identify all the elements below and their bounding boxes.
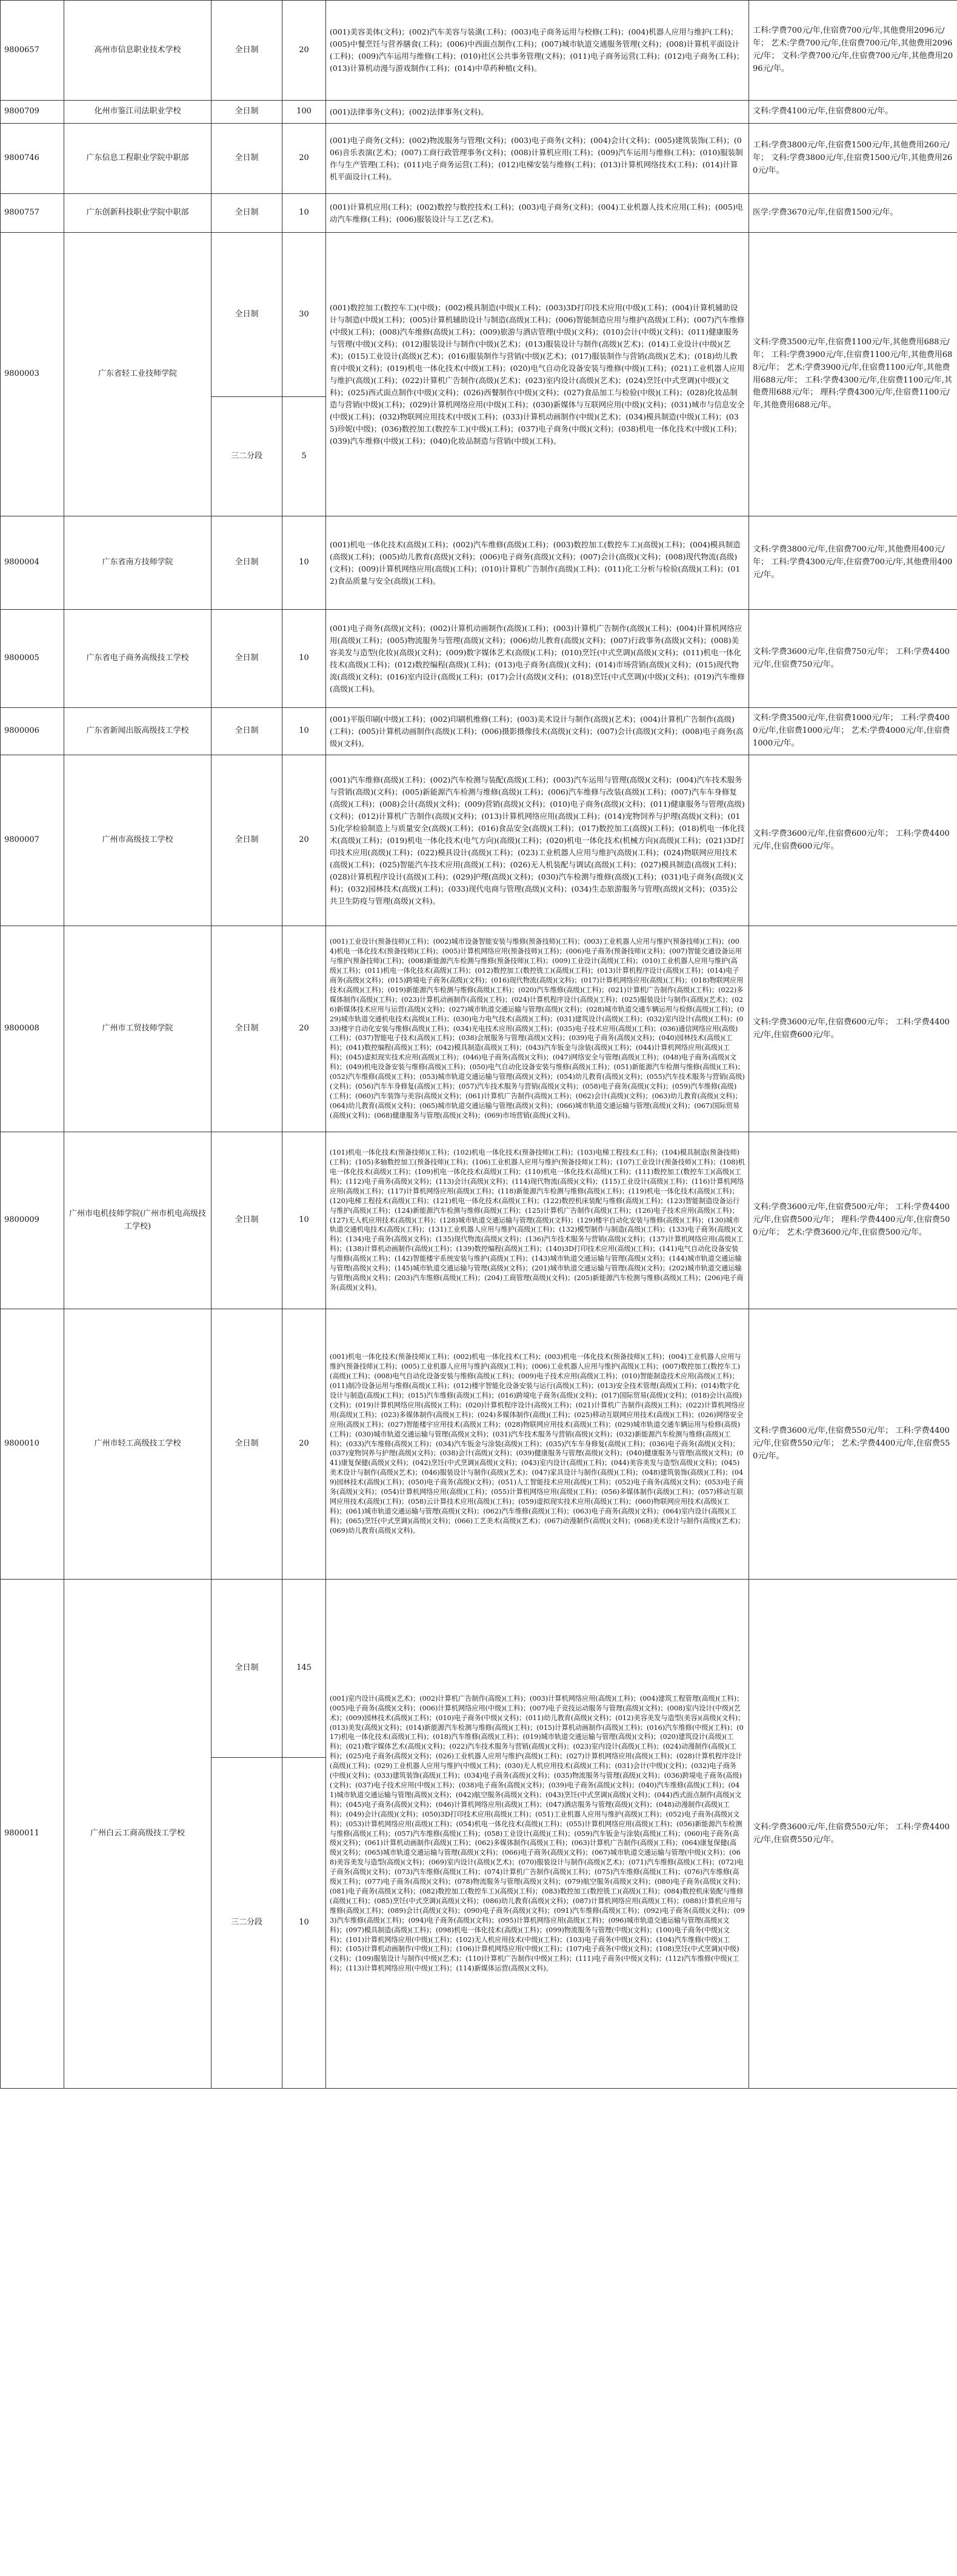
school-name: 广州市轻工高级技工学校 [64,1309,212,1580]
enroll-quota: 20 [282,926,326,1132]
table-row [1,194,957,233]
school-name: 高州市信息职业技术学校 [64,1,212,101]
study-mode: 全日制 [212,1,282,101]
study-mode: 全日制 [212,194,282,233]
school-code: 9800004 [1,516,64,610]
study-mode: 全日制 [212,708,282,755]
school-code: 9800005 [1,610,64,708]
study-mode: 全日制 [212,233,282,397]
fees-info: 工科:学费700元/年,住宿费700元/年,其他费用2096元/年； 艺术:学费700元/年,住宿费700元/年,其他费用2096元/年； 文科:学费700元/年,住宿费700元/年,其他费用2096元/年。 [749,1,957,101]
fees-info: 文科:学费3500元/年,住宿费1100元/年,其他费用688元/年； 工科:学费3900元/年,住宿费1100元/年,其他费用688元/年； 艺术:学费3900元/年,住宿费1100元/年,其他费用688元/年； 工科:学费4300元/年,住宿费1100元/年,其他费用688元/年； 理科:学费4300元/年,住宿费1100元/年,其他费用688元/年。 [749,233,957,516]
school-name: 广州市工贸技师学院 [64,926,212,1132]
fees-info: 文科:学费3600元/年,住宿费550元/年； 工科:学费4400元/年,住宿费550元/年。 [749,1580,957,2089]
school-name: 广东省新闻出版高级技工学校 [64,708,212,755]
majors-list: (001)电子商务(高级)(文科)；(002)计算机动画制作(高级)(工科)；(003)计算机广告制作(高级)(工科)；(004)计算机网络应用(高级)(工科)；(005)物流服务与管理(高级)(文科)；(006)幼儿教育(高级)(文科)；(007)行政事务(高级)(文科)；(008)美容美发与造型(化妆)(高级)(文科)；(009)数字媒体艺术(高级)(工科)；(010)烹饪(中式烹调)(高级)(文科)；(011)机电一体化技术(高级)(工科)；(012)数控编程(高级)(工科)；(013)电子商务(高级)(文科)；(014)市场营销(高级)(文科)；(015)现代物流(高级)(文科)；(016)室内设计(高级)(工科)；(017)会计(高级)(文科)；(018)烹饪(中式烹调)(中级)(文科)；(019)汽车维修(高级)(工科)。 [326,610,749,708]
table-row [1,755,957,926]
majors-list: (001)计算机应用(工科)；(002)数控与数控技术(工科)；(003)电子商务(文科)；(004)工业机器人技术应用(工科)；(005)电动汽车维修(工科)；(006)服装设计与工艺(艺术)。 [326,194,749,233]
school-code: 9800657 [1,1,64,101]
fees-info: 文科:学费3600元/年,住宿费600元/年； 工科:学费4400元/年,住宿费600元/年。 [749,755,957,926]
majors-list: (101)机电一体化技术(预备技师)(工科)；(102)机电一体化技术(预备技师)(工科)；(103)电梯工程技术(工科)；(104)模具制造(预备技师)(工科)；(105)多轴数控加工(预备技师)(工科)；(106)工业机器人应用与维护(预备技师)(工科)；(107)工业设计(预备技师)(工科)；(108)机电一体化技术(高级)(工科)；(109)机电一体化技术(高级)(工科)；(110)机电一体化技术(高级)(工科)；(111)数控加工(数控车工)(高级)(工科)；(112)电子商务(高级)(文科)；(113)会计(高级)(文科)；(114)现代物流(高级)(文科)；(115)工业设计(高级)(工科)；(116)计算机网络应用(高级)(工科)；(117)计算机网络应用(高级)(工科)；(118)新能源汽车检测与维修(高级)(工科)；(119)机电一体化技术(高级)(工科)；(120)电梯工程技术(高级)(工科)；(121)机电一体化技术(高级)(工科)；(122)数控机床装配与维修(高级)(工科)；(123)智能制造设备运行与维护(高级)(工科)；(124)新能源汽车检测与维修(高级)(工科)；(125)计算机广告制作(高级)(工科)；(126)电子技术应用(高级)(工科)；(127)无人机应用技术(高级)(工科)；(128)城市轨道交通运输与管理(高级)(文科)；(129)楼宇自动化安装与维修(高级)(工科)；(130)城市轨道交通机电技术(高级)(工科)；(131)工业机器人应用与维护(高级)(工科)；(132)模型制作与制造(高级)(工科)；(133)电子商务(高级)(文科)；(134)电子商务(高级)(文科)；(135)现代物流(高级)(文科)；(136)汽车技术服务与营销(高级)(文科)；(137)计算机网络应用(高级)(工科)；(138)计算机动画制作(高级)(工科)；(139)数控编程(高级)(工科)；(140)3D打印技术应用(高级)(工科)；(141)电气自动化设备安装与维修(高级)(工科)；(142)智能楼宇系统安装与维护(高级)(工科)；(143)城市轨道交通运输与管理(高级)(文科)；(144)城市轨道交通运输与管理(高级)(文科)；(145)城市轨道交通运输与管理(高级)(文科)；(201)城市轨道交通运输与管理(高级)(文科)；(202)城市轨道交通运输与管理(高级)(文科)；(203)汽车维修(高级)(工科)；(204)工商管理(高级)(文科)；(205)新能源汽车检测与维修(高级)(工科)；(206)电子商务(高级)(文科)。 [326,1132,749,1309]
study-mode: 全日制 [212,755,282,926]
school-code: 9800008 [1,926,64,1132]
study-mode: 三二分段 [212,397,282,516]
table-row [1,516,957,610]
school-code: 9800003 [1,233,64,516]
study-mode: 全日制 [212,1309,282,1580]
table-row [1,1309,957,1580]
school-code: 9800709 [1,101,64,124]
enroll-quota: 145 [282,1580,326,1758]
fees-info: 文科:学费3600元/年,住宿费550元/年； 工科:学费4400元/年,住宿费550元/年； 艺术:学费4400元/年,住宿费550元/年。 [749,1309,957,1580]
enroll-quota: 20 [282,1309,326,1580]
school-name: 化州市鉴江司法职业学校 [64,101,212,124]
study-mode: 全日制 [212,1580,282,1758]
school-name: 广州市高级技工学校 [64,755,212,926]
school-name: 广东创新科技职业学院中职部 [64,194,212,233]
school-name: 广州市电机技师学院(广州市机电高级技工学校) [64,1132,212,1309]
enroll-quota: 5 [282,397,326,516]
school-code: 9800007 [1,755,64,926]
school-code: 9800746 [1,124,64,194]
enroll-quota: 20 [282,755,326,926]
fees-info: 工科:学费3800元/年,住宿费1500元/年,其他费用260元/年； 文科:学费3800元/年,住宿费1500元/年,其他费用260元/年。 [749,124,957,194]
majors-list: (001)机电一体化技术(高级)(工科)；(002)汽车维修(高级)(工科)；(003)数控加工(数控车工)(高级)(工科)；(004)模具制造(高级)(工科)；(005)幼儿教育(高级)(文科)；(006)电子商务(高级)(文科)；(007)会计(高级)(文科)；(008)现代物流(高级)(文科)；(009)计算机网络应用(高级)(工科)；(010)计算机广告制作(高级)(工科)；(011)化工分析与检验(高级)(工科)；(012)食品质量与安全(高级)(工科)。 [326,516,749,610]
fees-info: 文科:学费3500元/年,住宿费1000元/年； 工科:学费4000元/年,住宿费1000元/年； 艺术:学费4000元/年,住宿费1000元/年。 [749,708,957,755]
school-name: 广东省轻工业技师学院 [64,233,212,516]
study-mode: 全日制 [212,516,282,610]
majors-list: (001)机电一体化技术(预备技师)(工科)；(002)机电一体化技术(工科)；(003)机电一体化技术(预备技师)(工科)；(004)工业机器人应用与维护(预备技师)(工科)；(005)工业机器人应用与维护(高级)(工科)；(006)工业机器人应用与维护(高级)(工科)；(007)数控加工(数控车工)(高级)(工科)；(008)电气自动化设备安装与维修(高级)(工科)；(009)电子技术应用(高级)(工科)；(010)智能制造技术应用(高级)(工科)；(011)制冷设备运用与维修(高级)(工科)；(012)楼宇智能化设备安装与运行(高级)(工科)；(013)安全技术管理(高级)(工科)；(014)数字化设计与制造(高级)(工科)；(015)汽车维修(高级)(工科)；(016)跨境电子商务(高级)(文科)；(017)国际贸易(高级)(文科)；(018)会计(高级)(文科)；(019)计算机网络应用(高级)(工科)；(020)计算机程序设计(高级)(工科)；(021)计算机广告制作(高级)(工科)；(022)计算机网络应用(高级)(工科)；(023)多媒体制作(高级)(工科)；(024)多媒体制作(高级)(工科)；(025)移动互联网应用技术(高级)(工科)；(026)网络安全应用(高级)(工科)；(027)智能楼宇应用技术(高级)(工科)；(028)物联网应用技术(高级)(工科)；(029)城市轨道交通车辆运用与检修(高级)(工科)；(030)城市轨道交通运输与管理(高级)(文科)；(031)汽车技术服务与营销(高级)(文科)；(032)新能源汽车检测与维修(高级)(工科)；(033)汽车维修(高级)(工科)；(034)汽车钣金与涂装(高级)(工科)；(035)汽车车身修复(高级)(工科)；(036)电子商务(高级)(文科)；(037)宠物饲养与护理(高级)(文科)；(038)会计(高级)(文科)；(039)健康服务与管理(高级)(文科)；(040)健康服务与管理(高级)(文科)；(041)康复保健(高级)(文科)；(042)烹饪(中式烹调)(高级)(文科)；(043)室内设计(高级)(工科)；(044)美容美发与造型(高级)(文科)；(045)美术设计与制作(高级)(艺术)；(046)服装设计与制作(高级)(艺术)；(047)家具设计与制作(高级)(工科)；(048)建筑装饰(高级)(工科)；(049)园林技术(高级)(工科)；(050)电子商务(高级)(文科)；(051)人工智能技术应用(高级)(工科)；(052)电子商务(高级)(文科)；(053)电子商务(高级)(文科)；(054)计算机网络应用(高级)(工科)；(055)计算机网络应用(高级)(工科)；(056)多媒体制作(高级)(工科)；(057)移动互联网应用技术(高级)(工科)；(058)云计算技术应用(高级)(工科)；(059)虚拟现实技术应用(高级)(工科)；(060)物联网应用技术(高级)(工科)；(061)城市轨道交通运输与管理(高级)(文科)；(062)汽车维修(高级)(工科)；(063)电子商务(高级)(文科)；(064)室内设计(高级)(工科)；(065)烹饪(中式烹调)(高级)(文科)；(066)工艺美术(高级)(艺术)；(067)动漫制作(高级)(文科)；(068)美术设计与制作(高级)(艺术)；(069)幼儿教育(高级)(文科)。 [326,1309,749,1580]
school-name: 广东信息工程职业学院中职部 [64,124,212,194]
fees-info: 医学:学费3670元/年,住宿费1500元/年。 [749,194,957,233]
table-row [1,1,957,101]
enroll-quota: 30 [282,233,326,397]
school-code: 9800009 [1,1132,64,1309]
table-row [1,124,957,194]
study-mode: 全日制 [212,1132,282,1309]
fees-info: 文科:学费3600元/年,住宿费750元/年； 工科:学费4400元/年,住宿费750元/年。 [749,610,957,708]
enroll-quota: 10 [282,1132,326,1309]
school-code: 9800010 [1,1309,64,1580]
table-row [1,708,957,755]
enroll-quota: 20 [282,124,326,194]
table-row [1,926,957,1132]
majors-list: (001)数控加工(数控车工)(中级)；(002)模具制造(中级)(工科)；(003)3D打印技术应用(中级)(工科)；(004)计算机辅助设计与制造(中级)(工科)；(005)计算机辅助设计与制造(高级)(工科)；(006)智能制造应用与维护(高级)(工科)；(007)汽车维修(中级)(工科)；(008)汽车维修(高级)(工科)；(009)旅游与酒店管理(中级)(文科)；(010)会计(中级)(文科)；(011)健康服务与管理(中级)(文科)；(012)服装设计与制作(中级)(艺术)；(013)服装设计与制作(高级)(艺术)；(014)工业设计(中级)(艺术)；(015)工业设计(高级)(艺术)；(016)服装制作与营销(中级)(艺术)；(017)服装制作与营销(高级)(艺术)；(018)幼儿教育(中级)(文科)；(019)机电一体化技术(中级)(工科)；(020)电气自动化设备安装与维修(中级)(工科)；(021)工业机器人应用与维护(高级)(工科)；(022)计算机广告制作(高级)(艺术)；(023)室内设计(高级)(艺术)；(024)烹饪(中式烹调)(中级)(文科)；(025)西式面点制作(中级)(文科)；(026)西餐制作(中级)(文科)；(027)食品加工与检验(中级)(工科)；(028)化妆品制造与营销(中级)(工科)；(029)计算机网络应用(中级)(工科)；(030)新媒体与互联网应用(中级)(文科)；(031)城市与信息安全(中级)(工科)；(032)物联网应用技术(中级)(工科)；(033)计算机动画制作(中级)(艺术)；(034)模具制造(中级)(工科)；(035)珍妮(中级)；(036)数控加工(数控车工)(中级)(工科)；(037)电子商务(中级)(文科)；(038)机电一体化技术(中级)(工科)；(039)汽车维修(中级)(工科)；(040)化妆品制造与营销(中级)(工科)。 [326,233,749,516]
majors-list: (001)室内设计(高级)(艺术)；(002)计算机广告制作(高级)(工科)；(003)计算机网络应用(高级)(工科)；(004)建筑工程管理(高级)(工科)；(005)电子商务(高级)(文科)；(006)计算机网络应用(中级)(工科)；(007)电子竞技运动服务与管理(高级)(文科)；(008)室内设计(中级)(艺术)；(009)园林技术(高级)(工科)；(010)电子商务(中级)(文科)；(011)幼儿教育(高级)(文科)；(012)美容美发与造型(美容)(高级)(文科)；(013)美发(高级)(文科)；(014)新能源汽车检测与维修(高级)(工科)；(015)计算机动画制作(高级)(工科)；(016)汽车维修(中级)(工科)；(017)机电一体化技术(高级)(工科)；(018)汽车维修(高级)(工科)；(019)城市轨道交通运输与管理(高级)(文科)；(020)建筑设计(高级)(工科)；(021)数字媒体艺术(高级)(文科)；(022)汽车技术服务与营销(高级)(文科)；(023)室内设计(高级)(工科)；(024)动漫制作(高级)(工科)；(025)电子商务(高级)(文科)；(026)工业机器人应用与维护(高级)(工科)；(027)计算机网络应用(高级)(工科)；(028)计算机程序设计(高级)(工科)；(029)工业机器人应用与维护(中级)(工科)；(030)无人机应用技术(高级)(工科)；(031)会计(中级)(文科)；(032)电子商务(中级)(文科)；(033)建筑装饰(高级)(工科)；(034)电子商务(高级)(文科)；(035)物流服务与管理(高级)(文科)；(036)跨境电子商务(高级)(文科)；(037)电子技术应用(中级)(工科)；(038)电子商务(高级)(文科)；(039)电子商务(高级)(文科)；(040)汽车维修(高级)(工科)；(041)城市轨道交通运输与管理(高级)(文科)；(042)航空服务(高级)(文科)；(043)烹饪(中式烹调)(高级)(文科)；(044)西式面点制作(高级)(文科)；(045)电子商务(高级)(文科)；(046)计算机网络应用(高级)(工科)；(047)酒店服务与管理(高级)(文科)；(048)动漫制作(高级)(工科)；(049)会计(高级)(文科)；(050)3D打印技术应用(高级)(工科)；(051)工业机器人应用与维护(高级)(工科)；(052)电子商务(高级)(文科)；(053)计算机网络应用(高级)(工科)；(054)机电一体化技术(高级)(工科)；(055)计算机网络应用(高级)(工科)；(056)新能源汽车检测与维修(高级)(工科)；(057)汽车维修(高级)(工科)；(058)工业设计(高级)(工科)；(059)汽车钣金与涂装(高级)(工科)；(060)电子商务(高级)(文科)；(061)计算机动画制作(高级)(工科)；(062)多媒体制作(高级)(工科)；(063)计算机广告制作(高级)(工科)；(064)康复保健(高级)(文科)；(065)城市轨道交通运输与管理(高级)(文科)；(066)电子商务(高级)(文科)；(067)城市轨道交通运输与管理(中级)(文科)；(068)美容美发与造型(高级)(文科)；(069)室内设计(高级)(艺术)；(070)服装设计与制作(高级)(艺术)；(071)汽车维修(高级)(工科)；(072)电子商务(高级)(文科)；(073)汽车维修(高级)(工科)；(074)计算机广告制作(高级)(工科)；(075)汽车维修(高级)(工科)；(076)汽车维修(高级)(工科)；(077)电子商务(高级)(文科)；(078)物流服务与管理(高级)(文科)；(079)航空服务(高级)(文科)；(080)电子商务(高级)(文科)；(081)电子商务(高级)(文科)；(082)数控加工(数控车工)(高级)(工科)；(083)数控加工(数控铣工)(高级)(工科)；(084)数控机床装配与维修(高级)(工科)；(085)烹饪(中式烹调)(高级)(文科)；(086)幼儿教育(高级)(文科)；(087)计算机网络应用(高级)(工科)；(088)计算机应用与维修(高级)(工科)；(089)会计(高级)(文科)；(090)电子商务(高级)(文科)；(091)汽车维修(高级)(工科)；(092)电子商务(高级)(文科)；(093)汽车维修(高级)(工科)；(094)电子商务(高级)(文科)；(095)计算机网络应用(高级)(工科)；(096)城市轨道交通运输与管理(高级)(文科)；(097)模具制造(高级)(工科)；(098)机电一体化技术(高级)(工科)；(099)物流服务与管理(中级)(文科)；(100)电子商务(中级)(文科)；(101)计算机网络应用(中级)(工科)；(102)无人机应用技术(中级)(工科)；(103)电子商务(中级)(文科)；(104)汽车维修(中级)(工科)；(105)计算机动画制作(中级)(工科)；(106)计算机网络应用(中级)(工科)；(107)电子商务(中级)(文科)；(108)烹饪(中式烹调)(中级)(文科)；(109)服装设计与制作(中级)(艺术)；(110)计算机广告制作(中级)(工科)；(111)电子商务(中级)(文科)；(112)汽车维修(中级)(工科)；(113)计算机网络应用(中级)(工科)；(114)新媒体运营(高级)(文科)。 [326,1580,749,2089]
school-code: 9800006 [1,708,64,755]
majors-list: (001)电子商务(文科)；(002)物流服务与管理(文科)；(003)电子商务(文科)；(004)会计(文科)；(005)建筑装饰(工科)；(006)音乐表演(艺术)；(007)工商行政管理事务(文科)；(008)计算机应用(工科)；(009)汽车运用与维修(工科)；(010)服装制作与生产管理(工科)；(011)电子商务运营(工科)；(012)电梯安装与维修(工科)；(013)计算机网络技术(工科)；(014)计算机平面设计(工科)。 [326,124,749,194]
majors-list: (001)平版印刷(中级)(工科)；(002)印刷机维修(工科)；(003)美术设计与制作(高级)(艺术)；(004)计算机广告制作(高级)(工科)；(005)计算机动画制作(高级)(工科)；(006)摄影摄像技术(高级)(文科)；(007)会计(高级)(文科)；(008)电子商务(高级)(文科)。 [326,708,749,755]
table-row [1,610,957,708]
enroll-quota: 10 [282,516,326,610]
school-name: 广东省电子商务高级技工学校 [64,610,212,708]
table-row [1,233,957,397]
enroll-quota: 100 [282,101,326,124]
fees-info: 文科:学费3600元/年,住宿费600元/年； 工科:学费4400元/年,住宿费600元/年。 [749,926,957,1132]
majors-list: (001)法律事务(文科)；(002)法律事务(文科)。 [326,101,749,124]
fees-info: 文科:学费3600元/年,住宿费500元/年； 工科:学费4400元/年,住宿费500元/年； 理科:学费4400元/年,住宿费500元/年； 艺术:学费3600元/年,住宿费500元/年。 [749,1132,957,1309]
school-code: 9800757 [1,194,64,233]
majors-list: (001)工业设计(预备技师)(工科)；(002)城市设备智能安装与维修(预备技师)(工科)；(003)工业机器人应用与维护(预备技师)(工科)；(004)机电一体化技术(预备技师)(工科)；(005)计算机网络应用(预备技师)(工科)；(006)电子商务(预备技师)(文科)；(007)智能交通设备运用与维护(预备技师)(工科)；(008)新能源汽车检测与维修(预备技师)(工科)；(009)工业设计(高级)(工科)；(010)工业机器人应用与维护(高级)(工科)；(011)机电一体化技术(高级)(工科)；(012)数控加工(数控铣工)(高级)(工科)；(013)计算机程序设计(高级)(工科)；(014)电子商务(高级)(文科)；(015)跨境电子商务(高级)(文科)；(016)现代物流(高级)(文科)；(017)计算机网络应用(高级)(工科)；(018)物联网应用技术(高级)(工科)；(019)新能源汽车检测与维修(高级)(工科)；(020)汽车维修(高级)(工科)；(021)计算机广告制作(高级)(工科)；(022)多媒体制作(高级)(工科)；(023)计算机动画制作(高级)(工科)；(024)计算机程序设计(高级)(工科)；(025)服装设计与制作(高级)(艺术)；(026)新媒体技术应用与运营(高级)(文科)；(027)城市轨道交通运输与管理(高级)(文科)；(028)城市轨道交通车辆运用与检修(高级)(工科)；(029)城市轨道交通机电技术(高级)(工科)；(030)电力电气技术(高级)(工科)；(031)建筑设计(高级)(工科)；(032)室内设计(高级)(工科)；(033)楼宇自动化安装与维修(高级)(工科)；(034)光电技术应用(高级)(工科)；(035)电子技术应用(高级)(工科)；(036)通信网络应用(高级)(工科)；(037)智能电子技术(高级)(工科)；(038)会展服务与管理(高级)(文科)；(039)电子商务(高级)(文科)；(040)园林技术(高级)(工科)；(041)数控编程(高级)(工科)；(042)模具制造(高级)(工科)；(043)汽车钣金与涂装(高级)(工科)；(044)计算机网络应用(高级)(工科)；(045)虚拟现实技术应用(高级)(工科)；(046)电子商务(高级)(文科)；(047)网络安全与管理(高级)(工科)；(048)电子商务(高级)(文科)；(049)机电设备安装与维修(高级)(工科)；(050)电气自动化设备安装与维修(高级)(工科)；(051)新能源汽车检测与维修(高级)(工科)；(052)汽车维修(高级)(工科)；(053)城市轨道交通运输与管理(高级)(文科)；(054)幼儿教育(高级)(文科)；(055)汽车技术服务与营销(高级)(文科)；(056)汽车车身修复(高级)(工科)；(057)汽车技术服务与营销(高级)(文科)；(058)电子商务(高级)(文科)；(059)汽车维修(高级)(工科)；(060)汽车装饰与美容(高级)(文科)；(061)计算机广告制作(高级)(工科)；(062)会计(高级)(文科)；(063)幼儿教育(高级)(文科)；(064)幼儿教育(高级)(文科)；(065)城市轨道交通运输与管理(高级)(文科)；(066)城市轨道交通运输与管理(高级)(文科)；(067)国际贸易(高级)(文科)；(068)健康服务与管理(高级)(文科)；(069)市场营销(高级)(文科)。 [326,926,749,1132]
school-code: 9800011 [1,1580,64,2089]
enroll-quota: 10 [282,194,326,233]
enroll-quota: 20 [282,1,326,101]
majors-list: (001)美容美体(文科)；(002)汽车美容与装潢(工科)；(003)电子商务运用与校修(工科)；(004)机器人应用与维护(工科)；(005)中餐烹饪与营养膳食(工科)；(006)中西面点制作(工科)；(007)城市轨道交通服务管理(文科)；(008)计算机平面设计(工科)；(009)汽车运用与维修(工科)；(010)社区公共事务管理(文科)；(011)电子商务运营(工科)；(012)电子商务(工科)；(013)计算机动漫与游戏制作(工科)；(014)中草药种植(文科)。 [326,1,749,101]
fees-info: 文科:学费4100元/年,住宿费800元/年。 [749,101,957,124]
enroll-quota: 10 [282,708,326,755]
study-mode: 全日制 [212,926,282,1132]
majors-list: (001)汽车维修(高级)(工科)；(002)汽车检测与装配(高级)(工科)；(003)汽车运用与管理(高级)(文科)；(004)汽车技术服务与营销(高级)(文科)；(005)新能源汽车检测与维修(高级)(工科)；(006)汽车维修与改装(高级)(工科)；(007)汽车车身修复(高级)(工科)；(008)会计(高级)(文科)；(009)营销(高级)(文科)；(010)电子商务(高级)(文科)；(011)健康服务与管理(高级)(文科)；(012)计算机广告制作(高级)(文科)；(013)计算机网络应用(高级)(工科)；(014)宠物饲养与护理(高级)(文科)；(015)化学检验制造上与质量安全(高级)(工科)；(016)食品安全(高级)(工科)；(017)数控加工(高级)(工科)；(018)机电一体化技术(高级)(工科)；(019)机电一体化技术(电气方向)(高级)(工科)；(020)机电一体化技术(机械方向)(高级)(工科)；(021)3D打印技术应用(高级)(工科)；(022)模具设计(高级)(工科)；(023)工业机器人应用与维护(高级)(工科)；(024)物联网应用技术(高级)(工科)；(025)智能汽车技术应用(高级)(工科)；(026)无人机装配与调试(高级)(工科)；(027)模具制造(高级)(工科)；(028)计算机程序设计(高级)(工科)；(029)护理(高级)(文科)；(030)汽车检测与维修(高级)(工科)；(031)电子商务(高级)(文科)；(032)园林技术(高级)(工科)；(033)现代电商与管理(高级)(文科)；(034)生态旅游服务与管理(高级)(文科)；(035)公共卫生防疫与管理(高级)(文科)。 [326,755,749,926]
table-row [1,1580,957,1758]
enroll-quota: 10 [282,610,326,708]
table-row [1,1132,957,1309]
fees-info: 文科:学费3800元/年,住宿费700元/年,其他费用400元/年； 工科:学费4300元/年,住宿费700元/年,其他费用400元/年。 [749,516,957,610]
school-name: 广东省南方技师学院 [64,516,212,610]
table-row [1,101,957,124]
study-mode: 全日制 [212,124,282,194]
study-mode: 全日制 [212,101,282,124]
enroll-quota: 10 [282,1758,326,2089]
study-mode: 三二分段 [212,1758,282,2089]
study-mode: 全日制 [212,610,282,708]
school-name: 广州白云工商高级技工学校 [64,1580,212,2089]
